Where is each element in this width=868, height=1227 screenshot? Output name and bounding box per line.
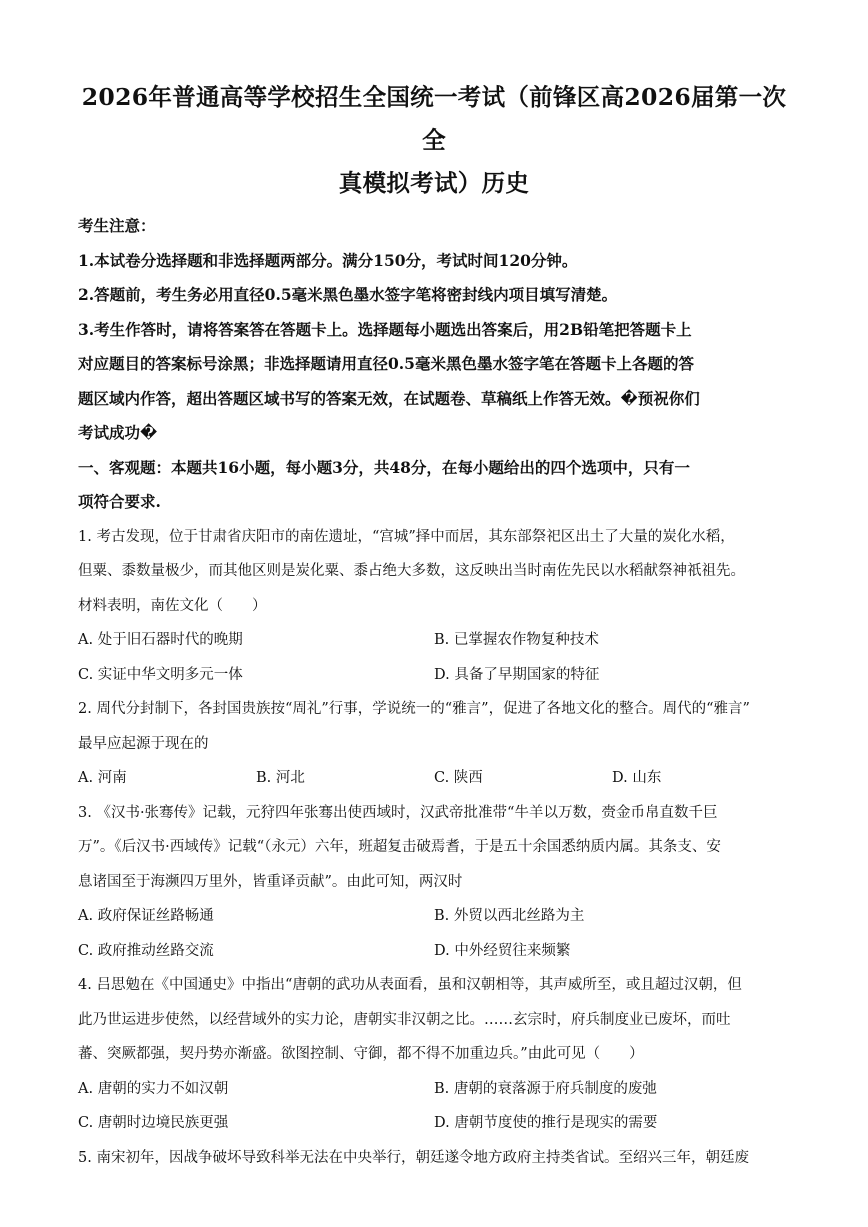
question-4 <box>78 968 790 1141</box>
option-d[interactable]: D. 中外经贸往来频繁 <box>434 942 571 959</box>
question-3-line1: 3. 《汉书·张骞传》记载，元狩四年张骞出使西域时，汉武帝批准带“牛羊以万数，赍金币帛直数千巨 <box>78 804 718 821</box>
question-3-options-row1 <box>78 899 790 934</box>
question-4-line1: 4. 吕思勉在《中国通史》中指出“唐朝的武功从表面看，虽和汉朝相等，其声威所至，或且超过汉朝，但 <box>78 977 742 993</box>
question-1-line1: 1. 考古发现，位于甘肃省庆阳市的南佐遗址，“宫城”择中而居，其东部祭祀区出土了大量的炭化水稻， <box>78 528 735 545</box>
question-3-options-row2 <box>78 934 790 969</box>
option-d[interactable]: D. 唐朝节度使的推行是现实的需要 <box>434 1115 658 1131</box>
question-2-options <box>78 761 790 796</box>
option-b[interactable]: B. 河北 <box>256 770 305 786</box>
question-5-line1: 5. 南宋初年，因战争破坏导致科举无法在中央举行，朝廷遂令地方政府主持类省试。至绍兴三年，朝廷废 <box>78 1149 749 1166</box>
option-d[interactable]: D. 山东 <box>612 770 662 786</box>
notice-item-3-line1: 3.考生作答时，请将答案答在答题卡上。选择题每小题选出答案后，用2B铅笔把答题卡上 <box>78 319 692 339</box>
option-c[interactable]: C. 政府推动丝路交流 <box>78 942 214 959</box>
question-1-options-row1 <box>78 623 790 658</box>
question-4-line3: 蕃、突厥都强，契丹势亦渐盛。欲图控制、守御，都不得不加重边兵。”由此可见（ ） <box>78 1046 644 1062</box>
question-4-options-row2 <box>78 1106 790 1141</box>
notice-item-1: 1.本试卷分选择题和非选择题两部分。满分150分，考试时间120分钟。 <box>78 250 578 270</box>
option-c[interactable]: C. 实证中华文明多元一体 <box>78 666 243 683</box>
option-a[interactable]: A. 政府保证丝路畅通 <box>78 908 214 924</box>
notice-block <box>78 209 790 451</box>
notice-heading: 考生注意： <box>78 216 156 235</box>
notice-item-3-line3: 题区域内作答，超出答题区域书写的答案无效，在试题卷、草稿纸上作答无效。�预祝你们 <box>78 388 700 408</box>
exam-title-line1: 2026年普通高等学校招生全国统一考试（前锋区高2026届第一次全 <box>81 83 787 154</box>
notice-item-2: 2.答题前，考生务必用直径0.5毫米黑色墨水签字笔将密封线内项目填写清楚。 <box>78 285 618 304</box>
question-2 <box>78 692 790 796</box>
option-a[interactable]: A. 处于旧石器时代的晚期 <box>78 632 243 648</box>
exam-title-line2: 真模拟考试）历史 <box>338 169 530 197</box>
question-3 <box>78 796 790 969</box>
option-b[interactable]: B. 已掌握农作物复种技术 <box>434 632 599 648</box>
option-a[interactable]: A. 河南 <box>78 770 127 786</box>
section-1-line1: 一、客观题：本题共16小题，每小题3分，共48分，在每小题给出的四个选项中，只有一 <box>78 457 690 477</box>
notice-item-3-line2: 对应题目的答案标号涂黑；非选择题请用直径0.5毫米黑色墨水签字笔在答题卡上各题的答 <box>78 354 694 373</box>
section-1-line2: 项符合要求. <box>78 492 161 511</box>
option-b[interactable]: B. 唐朝的衰落源于府兵制度的废弛 <box>434 1080 657 1097</box>
option-c[interactable]: C. 唐朝时边境民族更强 <box>78 1115 229 1131</box>
question-1-line2: 但粟、黍数量极少，而其他区则是炭化粟、黍占绝大多数，这反映出当时南佐先民以水稻献祭神祇祖先。 <box>78 563 745 579</box>
question-4-options-row1 <box>78 1072 790 1107</box>
option-a[interactable]: A. 唐朝的实力不如汉朝 <box>78 1080 229 1097</box>
option-b[interactable]: B. 外贸以西北丝路为主 <box>434 908 585 924</box>
question-3-line2: 万”。《后汉书·西域传》记载“（永元）六年，班超复击破焉耆，于是五十余国悉纳质内属。其条支、安 <box>78 839 721 855</box>
notice-item-3-line4: 考试成功� <box>78 423 158 442</box>
question-5 <box>78 1141 790 1176</box>
option-c[interactable]: C. 陕西 <box>434 770 483 786</box>
exam-title <box>78 0 790 205</box>
question-1 <box>78 520 790 693</box>
option-d[interactable]: D. 具备了早期国家的特征 <box>434 666 600 683</box>
question-1-line3: 材料表明，南佐文化（ ） <box>78 597 267 614</box>
question-2-line2: 最早应起源于现在的 <box>78 735 209 752</box>
question-4-line2: 此乃世运进步使然，以经营域外的实力论，唐朝实非汉朝之比。……玄宗时，府兵制度业已废坏，而吐 <box>78 1011 731 1028</box>
question-3-line3: 息诸国至于海濒四万里外，皆重译贡献”。由此可知，两汉时 <box>78 873 463 890</box>
question-2-line1: 2. 周代分封制下，各封国贵族按“周礼”行事，学说统一的“雅言”，促进了各地文化的整合。周代的“雅言” <box>78 701 750 717</box>
question-1-options-row2 <box>78 658 790 693</box>
section-1-heading <box>78 451 790 520</box>
